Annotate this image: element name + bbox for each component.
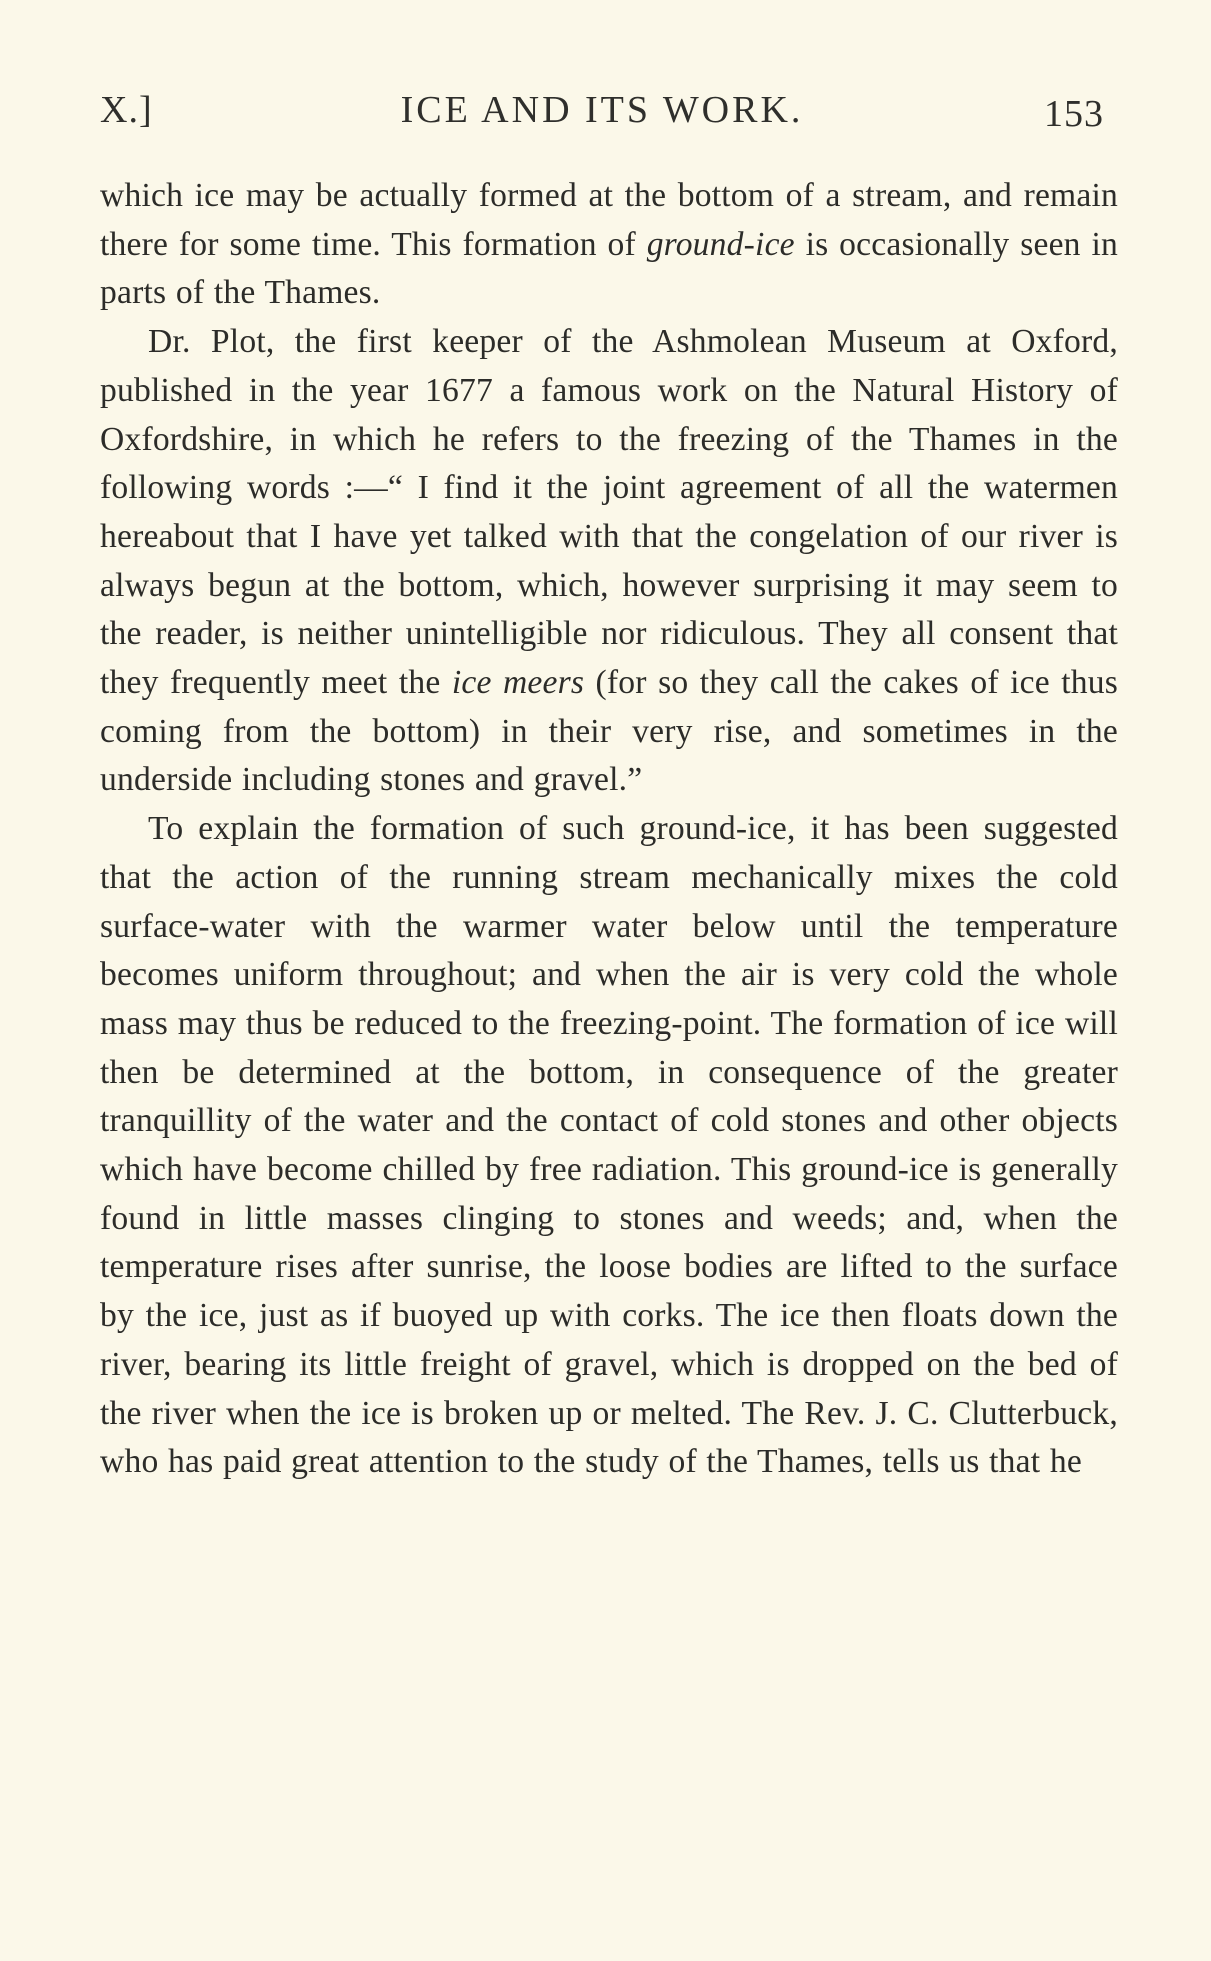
paragraph-dr-plot: [100, 318, 1118, 805]
paragraph-ground-ice-formation: To explain the formation of such ground-ice, it has been suggested that the action of the running stream mechanically mixes the cold surface-water with the warmer water below until the temperature becomes uniform throughout; and when the air is very cold the whole mass may thus be reduced to the freezing-point. The formation of ice will then be determined at the bottom, in consequence of the greater tranquillity of the water and the contact of cold stones and other objects which have become chilled by free radiation. This ground-ice is generally found in little masses clinging to stones and weeds; and, when the temperature rises after sunrise, the loose bodies are lifted to the surface by the ice, just as if buoyed up with corks. The ice then floats down the river, bearing its little freight of gravel, which is dropped on the bed of the river when the ice is broken up or melted. The Rev. J. C. Clutterbuck, who has paid great attention to the study of the Thames, tells us that he: [100, 810, 1118, 1481]
page-number: 153: [1044, 93, 1104, 135]
paragraph-text: Dr. Plot, the first keeper of the Ashmolean Museum at Oxford, published in the year 1677 a famous work on the Natural History of Oxfordshire, in which he refers to the freezing of the Thames in the following words :—“ I find it the joint agreement of all the watermen hereabout that I have yet talked with that the congelation of our river is always begun at the bottom, which, however surprising it may seem to the reader, is neither unintelligible nor ridiculous. They all consent that they frequently meet the: [100, 323, 1118, 702]
paragraph-text: is occasionally seen in parts of the Thames.: [100, 225, 1118, 312]
running-title: ICE AND ITS WORK.: [400, 89, 804, 131]
paragraph-text: which ice may be actually formed at the bottom of a stream, and remain there for some time. This formation of: [100, 177, 1118, 263]
chapter-number: X.]: [100, 89, 153, 131]
body-text: [100, 172, 1118, 1487]
paragraph-continued: [100, 172, 1118, 318]
italic-term-ice-meers: ice meers: [451, 664, 585, 702]
italic-term-ground-ice: ground-ice: [646, 225, 795, 263]
running-header: [100, 88, 1104, 138]
paragraph-text: (for so they call the cakes of ice thus coming from the bottom) in their very rise, and sometimes in the underside including stones and gravel.”: [100, 664, 1118, 799]
